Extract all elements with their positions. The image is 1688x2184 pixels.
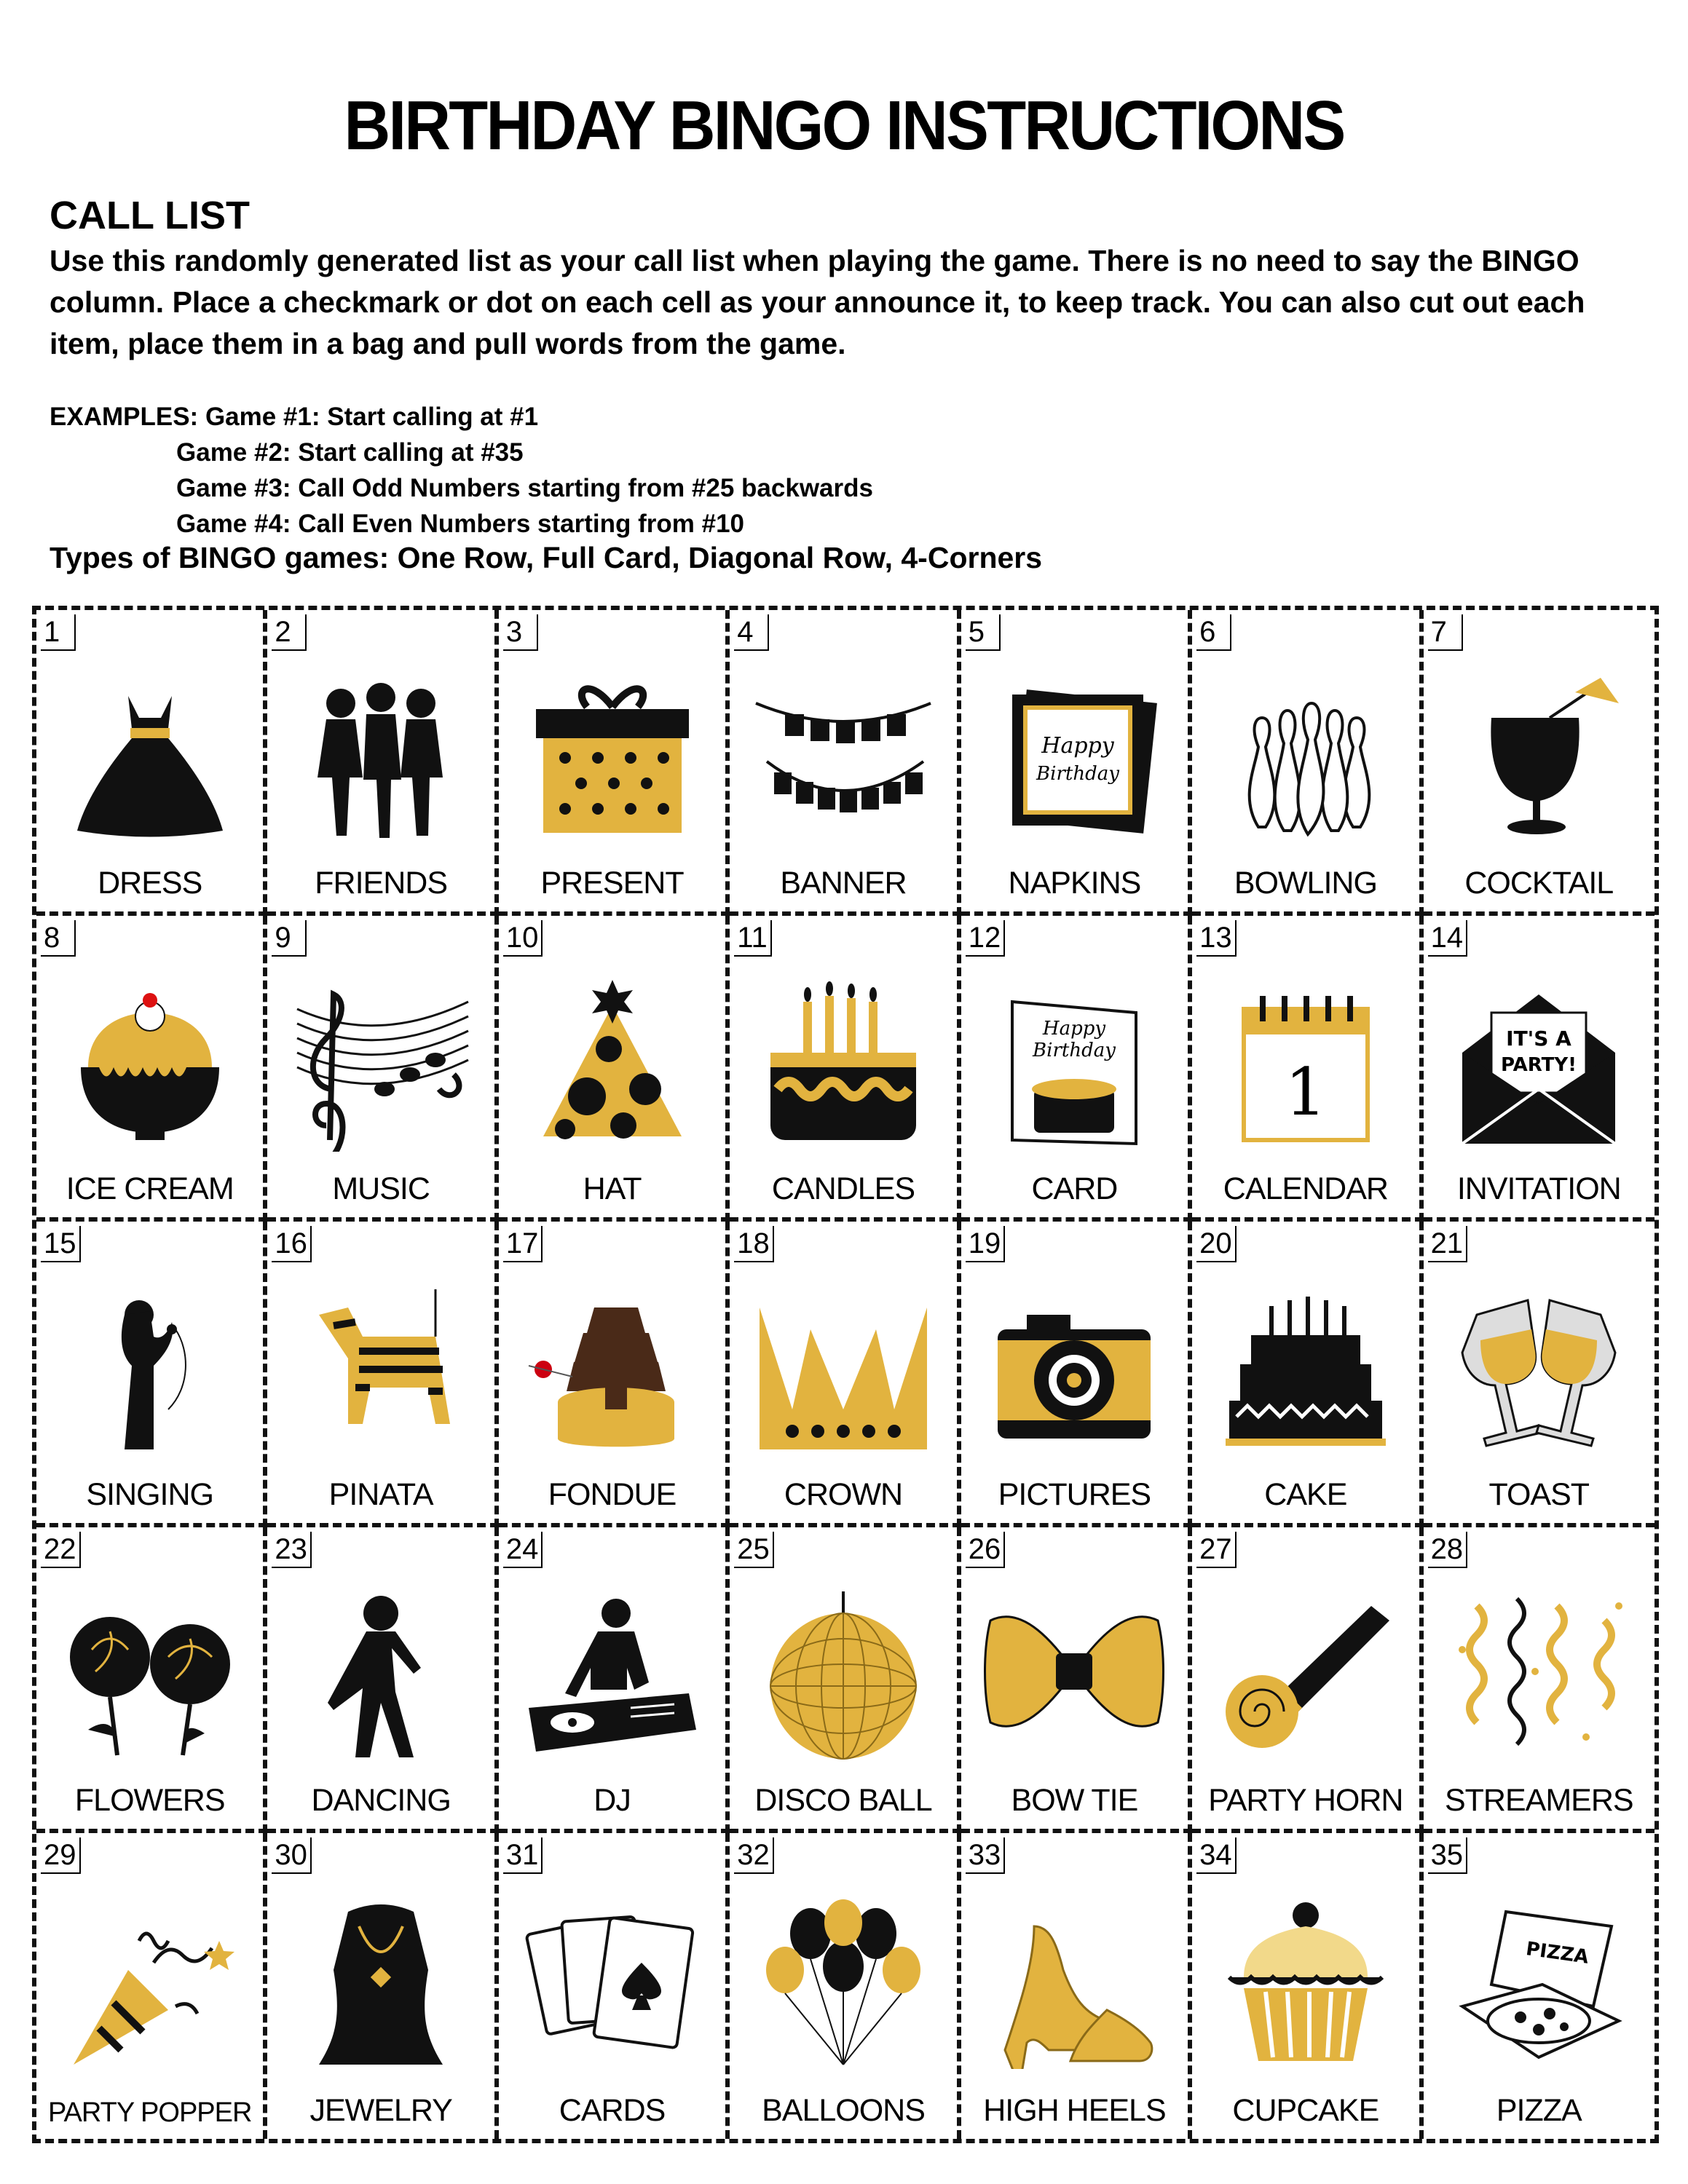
cell-number: 5 — [966, 614, 1001, 651]
cell-number: 22 — [41, 1532, 81, 1568]
pizza-icon — [1448, 1897, 1630, 2069]
examples-block — [50, 399, 873, 542]
candles-icon — [752, 980, 934, 1152]
dancing-icon — [290, 1591, 472, 1763]
cell-label: FLOWERS — [74, 1783, 225, 1818]
svg-text:PARTY!: PARTY! — [1501, 1054, 1577, 1076]
bingo-cell — [499, 1527, 730, 1833]
cell-label: CANDLES — [771, 1171, 915, 1206]
cell-number: 34 — [1196, 1837, 1237, 1874]
cell-label: BALLOONS — [762, 2093, 925, 2128]
bingo-cell — [1192, 1222, 1423, 1527]
example-game-3: Game #3: Call Odd Numbers starting from #25 backwards — [176, 474, 873, 502]
balloons-icon — [752, 1897, 934, 2069]
disco-ball-icon — [752, 1591, 934, 1763]
cell-label: COCKTAIL — [1464, 866, 1614, 901]
cell-number: 7 — [1428, 614, 1463, 651]
cell-label: PARTY HORN — [1208, 1783, 1403, 1818]
bingo-cell — [36, 1833, 267, 2139]
cell-number: 28 — [1428, 1532, 1468, 1568]
cell-number: 17 — [503, 1226, 543, 1262]
call-list-instructions: Use this randomly generated list as your call list when playing the game. There is no need to say the BINGO column. Place a checkmark or dot on each cell as your announce it, to keep track. You can also cut out each item, place them in a bag and pull words from the game. — [50, 244, 1585, 360]
invitation-icon — [1448, 980, 1630, 1152]
cell-label: MUSIC — [332, 1171, 430, 1206]
cell-number: 1 — [41, 614, 76, 651]
cell-number: 12 — [966, 920, 1006, 957]
cell-number: 30 — [272, 1837, 312, 1874]
cell-label: JEWELRY — [309, 2093, 452, 2128]
cupcake-icon — [1215, 1897, 1397, 2069]
fondue-icon — [521, 1286, 703, 1457]
cell-label: PRESENT — [540, 866, 684, 901]
bingo-cell — [961, 1527, 1192, 1833]
cell-label: HIGH HEELS — [983, 2093, 1166, 2128]
bingo-cell — [1192, 1833, 1423, 2139]
bingo-cell — [499, 1833, 730, 2139]
example-game-2: Game #2: Start calling at #35 — [176, 438, 524, 467]
bingo-cell — [36, 610, 267, 916]
cell-label: CROWN — [784, 1477, 903, 1512]
bingo-cell — [961, 1833, 1192, 2139]
cell-number: 8 — [41, 920, 76, 957]
banner-icon — [752, 674, 934, 846]
present-icon — [521, 674, 703, 846]
example-game-1: Game #1: Start calling at #1 — [205, 403, 539, 431]
napkins-icon — [983, 674, 1165, 846]
bingo-cell — [267, 916, 498, 1222]
cell-number: 11 — [734, 920, 772, 957]
bingo-cell — [36, 916, 267, 1222]
cell-label: ICE CREAM — [66, 1171, 234, 1206]
bingo-cell — [730, 1527, 961, 1833]
svg-text:Birthday: Birthday — [1033, 1040, 1116, 1061]
bingo-cell — [1424, 610, 1655, 916]
cell-number: 9 — [272, 920, 307, 957]
bingo-cell — [1424, 1527, 1655, 1833]
bingo-cell — [730, 1222, 961, 1527]
cell-label: CARD — [1031, 1171, 1118, 1206]
bingo-cell — [499, 1222, 730, 1527]
hat-icon — [521, 980, 703, 1152]
bingo-cell — [961, 1222, 1192, 1527]
svg-text:Birthday: Birthday — [1036, 763, 1120, 785]
cell-label: DJ — [593, 1783, 631, 1818]
cell-label: CAKE — [1264, 1477, 1347, 1512]
cell-label: DRESS — [98, 866, 202, 901]
friends-icon — [290, 674, 472, 846]
crown-icon — [752, 1286, 934, 1457]
dj-icon — [521, 1591, 703, 1763]
cell-number: 31 — [503, 1837, 543, 1874]
cell-number: 26 — [966, 1532, 1006, 1568]
bingo-cell — [961, 610, 1192, 916]
cell-number: 27 — [1196, 1532, 1237, 1568]
cell-label: FONDUE — [548, 1477, 677, 1512]
card-icon — [983, 980, 1165, 1152]
cell-number: 13 — [1196, 920, 1237, 957]
cell-number: 2 — [272, 614, 307, 651]
bingo-cell — [730, 916, 961, 1222]
cell-number: 6 — [1196, 614, 1231, 651]
toast-icon — [1448, 1286, 1630, 1457]
cell-label: SINGING — [86, 1477, 213, 1512]
party-horn-icon — [1215, 1591, 1397, 1763]
high-heels-icon — [983, 1897, 1165, 2069]
bingo-cell — [267, 1833, 498, 2139]
cell-label: TOAST — [1488, 1477, 1590, 1512]
bingo-cell — [267, 1527, 498, 1833]
bingo-cell — [499, 916, 730, 1222]
bingo-cell — [1424, 916, 1655, 1222]
bingo-cell — [1192, 610, 1423, 916]
svg-text:Happy: Happy — [1043, 1018, 1106, 1040]
svg-text:IT'S A: IT'S A — [1506, 1026, 1572, 1051]
playing-cards-icon — [521, 1897, 703, 2069]
flowers-icon — [59, 1591, 241, 1763]
svg-text:Happy: Happy — [1041, 733, 1115, 759]
cell-number: 3 — [503, 614, 538, 651]
cake-icon — [1215, 1286, 1397, 1457]
cell-number: 35 — [1428, 1837, 1468, 1874]
examples-label: EXAMPLES: — [50, 403, 199, 431]
cell-number: 18 — [734, 1226, 774, 1262]
cocktail-icon — [1448, 674, 1630, 846]
call-list-heading: CALL LIST — [50, 194, 250, 237]
cell-label: FRIENDS — [315, 866, 447, 901]
example-game-4: Game #4: Call Even Numbers starting from #10 — [176, 510, 744, 538]
cell-number: 29 — [41, 1837, 81, 1874]
cell-label: INVITATION — [1456, 1171, 1621, 1206]
bingo-cell — [499, 610, 730, 916]
cell-label: CALENDAR — [1223, 1171, 1388, 1206]
bowling-icon — [1215, 674, 1397, 846]
svg-text:PIZZA: PIZZA — [1524, 1938, 1590, 1969]
bingo-cell — [1424, 1222, 1655, 1527]
pinata-icon — [290, 1286, 472, 1457]
cell-label: NAPKINS — [1008, 866, 1141, 901]
bingo-cell — [730, 610, 961, 916]
jewelry-icon — [290, 1897, 472, 2069]
cell-label: PICTURES — [998, 1477, 1151, 1512]
cell-label: DISCO BALL — [754, 1783, 932, 1818]
bingo-cell — [1192, 1527, 1423, 1833]
bingo-cell — [730, 1833, 961, 2139]
cell-number: 23 — [272, 1532, 312, 1568]
cell-number: 25 — [734, 1532, 774, 1568]
streamers-icon — [1448, 1591, 1630, 1763]
music-icon — [290, 980, 472, 1152]
bow-tie-icon — [983, 1591, 1165, 1763]
bingo-cell — [36, 1222, 267, 1527]
bingo-cell — [36, 1527, 267, 1833]
bingo-cell — [267, 1222, 498, 1527]
ice-cream-icon — [59, 980, 241, 1152]
cell-number: 20 — [1196, 1226, 1237, 1262]
cell-number: 10 — [503, 920, 543, 957]
cell-label: PARTY POPPER — [47, 2097, 252, 2128]
cell-number: 24 — [503, 1532, 543, 1568]
cell-number: 16 — [272, 1226, 312, 1262]
page-title: BIRTHDAY BINGO INSTRUCTIONS — [344, 87, 1344, 165]
cell-label: CUPCAKE — [1232, 2093, 1379, 2128]
cell-label: BOWLING — [1234, 866, 1377, 901]
bingo-cell — [267, 610, 498, 916]
cell-label: PINATA — [328, 1477, 433, 1512]
dress-icon — [59, 674, 241, 846]
calendar-icon — [1215, 980, 1397, 1152]
cell-label: STREAMERS — [1444, 1783, 1633, 1818]
cell-number: 21 — [1428, 1226, 1468, 1262]
cell-number: 4 — [734, 614, 769, 651]
cell-number: 19 — [966, 1226, 1006, 1262]
cell-label: BOW TIE — [1011, 1783, 1138, 1818]
cell-label: HAT — [583, 1171, 642, 1206]
cell-number: 15 — [41, 1226, 81, 1262]
svg-text:1: 1 — [1285, 1054, 1327, 1131]
camera-icon — [983, 1286, 1165, 1457]
bingo-cell — [1424, 1833, 1655, 2139]
bingo-cell — [961, 916, 1192, 1222]
party-popper-icon — [59, 1897, 241, 2069]
cell-label: CARDS — [559, 2093, 666, 2128]
cell-number: 32 — [734, 1837, 774, 1874]
singing-icon — [59, 1286, 241, 1457]
bingo-game-types: Types of BINGO games: One Row, Full Card, Diagonal Row, 4-Corners — [50, 541, 1043, 574]
call-list-grid — [32, 606, 1659, 2143]
cell-number: 14 — [1428, 920, 1468, 957]
bingo-cell — [1192, 916, 1423, 1222]
cell-label: PIZZA — [1496, 2093, 1582, 2128]
cell-label: BANNER — [780, 866, 907, 901]
cell-number: 33 — [966, 1837, 1006, 1874]
example-line-1 — [50, 399, 873, 435]
cell-label: DANCING — [311, 1783, 451, 1818]
